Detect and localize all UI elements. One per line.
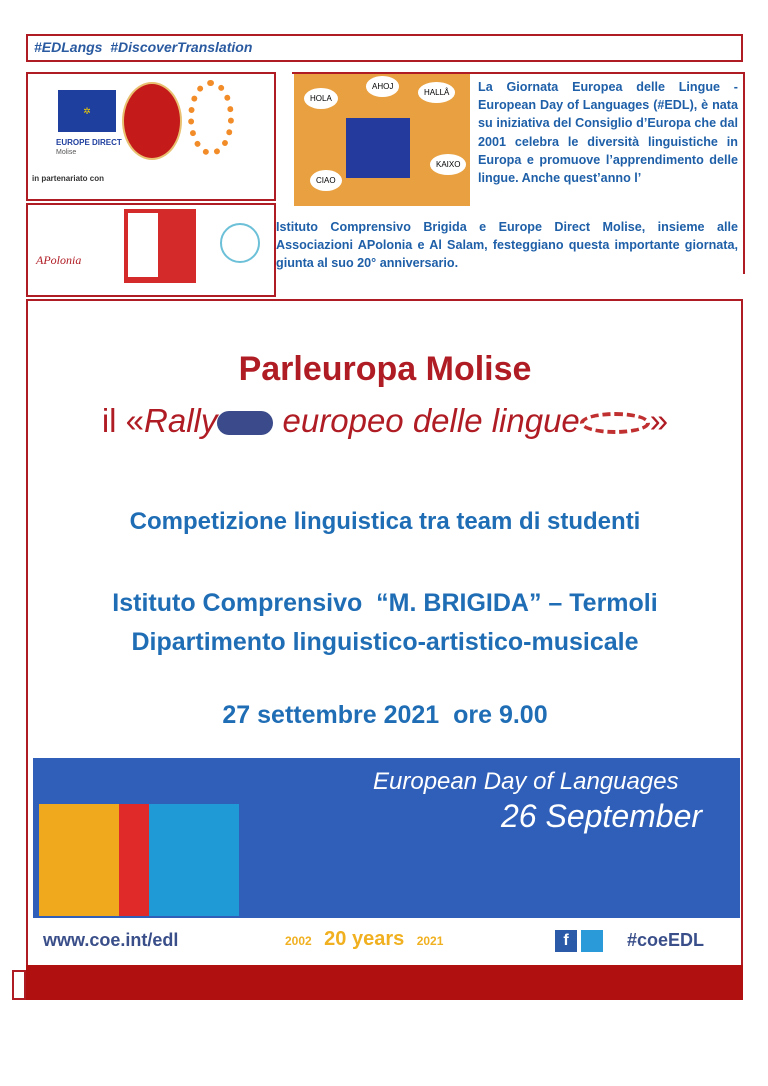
footer-small-box	[12, 970, 26, 1000]
eu-flag-illustration	[346, 118, 410, 178]
intro-box	[276, 72, 745, 274]
edl-faces-logo	[39, 804, 239, 916]
hashtags: #EDLangs #DiscoverTranslation	[34, 39, 253, 55]
subtitle-pre: il «	[101, 402, 145, 439]
subtitle-rally: Rally	[144, 402, 218, 439]
hashtags-box	[26, 34, 743, 62]
school-line: Istituto Comprensivo “M. BRIGIDA” – Termoli	[112, 589, 658, 617]
europe-direct-sub: Molise	[56, 149, 77, 156]
car-icon	[217, 411, 273, 435]
banner-date: 26 September	[501, 798, 703, 834]
istituto-logo	[188, 80, 234, 156]
speech-bubble: AHOJ	[366, 76, 399, 97]
year-end: 2021	[416, 934, 444, 948]
department-line: Dipartimento linguistico-artistico-musicale	[131, 628, 639, 656]
event-subtitle	[30, 402, 740, 440]
subtitle-post: »	[649, 402, 669, 439]
competition-line: Competizione linguistica tra team di studenti	[129, 508, 641, 535]
banner-url[interactable]: www.coe.int/edl	[43, 930, 179, 950]
subtitle-mid: europeo delle lingue	[273, 402, 580, 439]
provincia-logo	[122, 82, 182, 160]
apolonia-logo: APolonia	[36, 253, 82, 267]
radio-logo	[124, 209, 196, 283]
europe-direct-label: EUROPE DIRECT	[56, 138, 122, 147]
intro-text-top: La Giornata Europea delle Lingue - European Day of Languages (#EDL), è nata su iniziativa del Consiglio d’Europa che dal 2001 celebra le diversità linguistiche in Europa e promuove l’apprendimento delle lingue. Anche quest’anno l’	[478, 80, 738, 186]
logos-box	[26, 72, 276, 201]
intro-text-bottom: Istituto Comprensivo Brigida e Europe Direct Molise, insieme alle Associazioni APolonia e Al Salam, festeggiano questa importante giornata, giunta al suo 20° anniversario.	[276, 220, 738, 271]
banner-years	[285, 928, 443, 951]
edl-banner	[33, 758, 740, 965]
speech-bubble: KAIXO	[430, 154, 466, 175]
years-label: 20 years	[324, 928, 405, 950]
banner-title: European Day of Languages	[373, 768, 679, 795]
facebook-icon[interactable]: f	[555, 930, 577, 952]
al-salam-logo	[220, 223, 260, 263]
banner-hashtag: #coeEDL	[627, 930, 705, 950]
flags-ring-icon	[580, 412, 650, 434]
footer-red-bar	[26, 965, 743, 1000]
twitter-icon[interactable]	[581, 930, 603, 952]
speech-bubble: HALLÅ	[418, 82, 455, 103]
eu-flag-logo: ✲	[58, 90, 116, 132]
partnership-label: in partenariato con	[32, 174, 105, 183]
year-start: 2002	[285, 934, 312, 948]
event-title: Parleuropa Molise	[238, 350, 532, 388]
banner-image	[33, 758, 740, 918]
languages-illustration	[294, 74, 470, 206]
speech-bubble: CIAO	[310, 170, 342, 191]
speech-bubble: HOLA	[304, 88, 338, 109]
date-line: 27 settembre 2021 ore 9.00	[222, 701, 548, 729]
partners-box	[26, 203, 276, 297]
